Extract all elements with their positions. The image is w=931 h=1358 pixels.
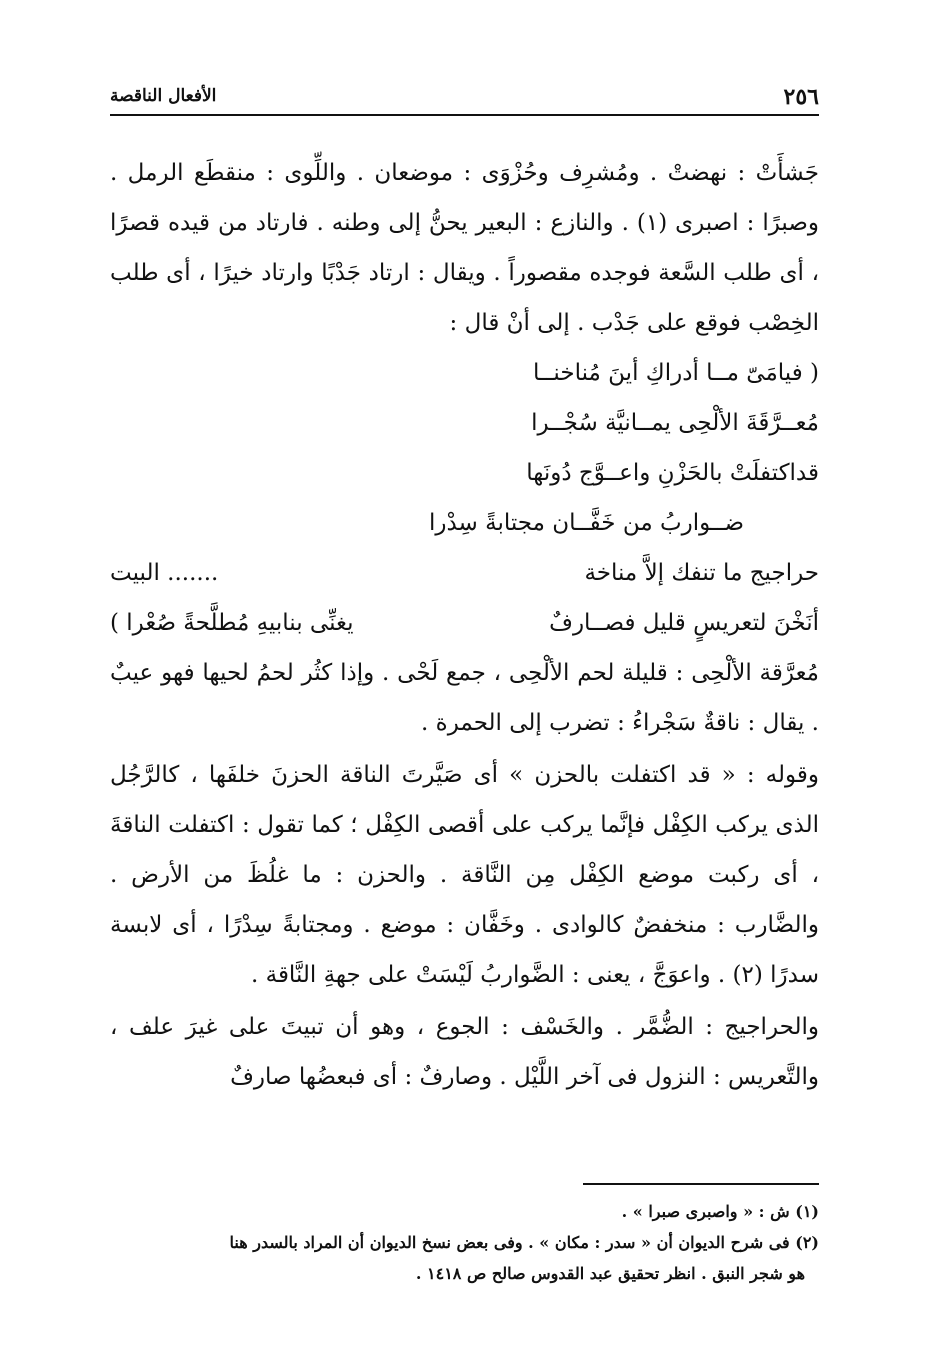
footnote-divider [583,1183,819,1185]
verse-line [110,448,819,498]
verse-3: قداكتفلَتْ بالحَزْنِ واعــوَّج دُونَها [526,460,819,486]
verse-5-first-hemistich: حراجيج ما تنفك إلاَّ مناخة [584,560,819,586]
verse-line [110,498,819,548]
paragraph-commentary: وقوله : « قد اكتفلت بالحزن » أى صَيَّرتَ الناقة الحزنَ خلفَها ، كالرَّجُل الذى يركب الكِفْل فإنَّما يركب على أقصى الكِفْل ؛ كما تقول : اكتفلت الناقةَ ، أى ركبت موضع الكِفْل مِن النَّاقة . والحزن : ما غلُظَ من الأرض . والضَّارب : منخفضٌ كالوادى . وخَفَّان : موضع . ومجتابةً سِدْرًا ، أى لابسة سدرًا (٢) . واعوَجَّ ، يعنى : الضَّواربُ لَيْسَتْ على جهةِ النَّاقة . [110,762,819,988]
footnotes [110,1196,819,1289]
paragraph-definitions-3: والحراجيج : الضُّمَّر . والخَسْف : الجوع ، وهو أن تبيتَ على غيرَ علف ، والتَّعريس : النزول فى آخر اللَّيْل . وصارفٌ : أى فبعضُها صارفٌ [110,1014,819,1090]
verse-4: ضــواربُ من خَفَّــان مجتابةً سِدْرا [428,510,744,536]
paragraph-definitions-2: مُعرَّقة الألْحِى : قليلة لحم الألْحِى ، جمع لَحْى . وإذا كثُر لحمُ لحيها فهو عيبٌ . يقال : ناقةٌ سَجْراءُ : تضرب إلى الحمرة . [110,660,819,736]
footnote-2-continuation: هو شجر النبق . انظر تحقيق عبد القدوس صالح ص ١٤١٨ . [415,1264,805,1283]
verse-line [110,348,819,398]
verse-2: مُعــرَّقَةَ الألْحِى يمــانيَّة سُجْــرا [531,410,819,436]
verse-6-second-hemistich: يغنِّى بنابيهِ مُطلَّحةً صُعْرا ) [110,610,354,636]
page-number: ٢٥٦ [783,84,819,110]
footnote-2: (٢) فى شرح الديوان أن « سدر : مكان » . وفى بعض نسخ الديوان أن المراد بالسدر هنا [229,1233,819,1252]
verse-5-second-hemistich: ....... البيت [110,560,219,586]
footnote-1: (١) ش : « واصبرى صبرا » . [621,1202,819,1221]
section-title: الأفعال الناقصة [110,86,217,106]
paragraph-definitions-1: جَشأَتْ : نهضتْ . ومُشرِف وحُزْوَى : موضعان . واللِّوى : منقطَع الرمل . وصبرًا : اصبرى (١) . والنازع : البعير يحنُّ إلى وطنه . فارتاد من قيده قصرًا ، أى طلب السَّعة فوجده مقصوراً . ويقال : ارتاد جَدْبًا وارتاد خيرًا ، أى طلب الخِصْب فوقع على جَدْب . إلى أنْ قال : [110,160,819,336]
verse-line [110,598,819,648]
verse-1: ( فيامَىّ مــا أدراكِ أينَ مُناخنــا [532,360,819,386]
verse-6-first-hemistich: أنَخْنَ لتعريسٍ قليل فصــارفٌ [549,610,819,636]
running-header [110,82,819,116]
poem-block [110,348,819,648]
verse-line [110,398,819,448]
main-text [110,148,819,1102]
verse-line [110,548,819,598]
